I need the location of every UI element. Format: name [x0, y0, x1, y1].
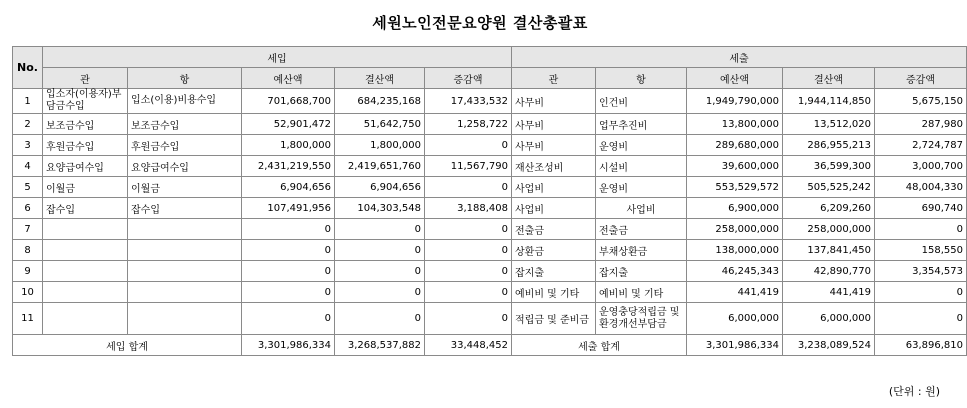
expense-hang: 부채상환금 [596, 240, 687, 261]
expense-hang: 예비비 및 기타 [596, 282, 687, 303]
expense-hang: 업무추진비 [596, 114, 687, 135]
table-row [13, 156, 967, 177]
expense-gwan: 사무비 [512, 89, 596, 114]
expense-settlement: 36,599,300 [783, 156, 875, 177]
income-diff: 11,567,790 [425, 156, 512, 177]
expense-diff: 48,004,330 [875, 177, 967, 198]
expense-gwan: 재산조성비 [512, 156, 596, 177]
expense-total-diff: 63,896,810 [875, 335, 967, 356]
expense-diff: 0 [875, 282, 967, 303]
table-row [13, 303, 967, 335]
expense-diff: 287,980 [875, 114, 967, 135]
income-gwan: 이월금 [43, 177, 128, 198]
income-diff: 3,188,408 [425, 198, 512, 219]
expense-total-budget: 3,301,986,334 [687, 335, 783, 356]
expense-hang: 전출금 [596, 219, 687, 240]
page-title: 세원노인전문요양원 결산총괄표 [372, 14, 588, 32]
expense-diff: 3,354,573 [875, 261, 967, 282]
table-row [13, 240, 967, 261]
row-no: 6 [13, 198, 43, 219]
income-diff: 0 [425, 303, 512, 335]
expense-gwan: 전출금 [512, 219, 596, 240]
income-gwan: 잡수입 [43, 198, 128, 219]
income-gwan [43, 219, 128, 240]
income-hang [128, 261, 242, 282]
income-budget: 0 [242, 303, 335, 335]
income-diff: 17,433,532 [425, 89, 512, 114]
expense-hang: 운영비 [596, 177, 687, 198]
income-hang: 이월금 [128, 177, 242, 198]
totals-row [13, 335, 967, 356]
income-settlement: 6,904,656 [335, 177, 425, 198]
row-no: 3 [13, 135, 43, 156]
row-no: 9 [13, 261, 43, 282]
income-diff: 0 [425, 135, 512, 156]
expense-hang: 운영충당적립금 및 환경개선부담금 [596, 303, 687, 335]
income-budget: 1,800,000 [242, 135, 335, 156]
row-no: 7 [13, 219, 43, 240]
expense-budget: 6,900,000 [687, 198, 783, 219]
income-hang: 요양급여수입 [128, 156, 242, 177]
row-no: 2 [13, 114, 43, 135]
header-expense-gwan: 관 [512, 68, 596, 89]
expense-diff: 2,724,787 [875, 135, 967, 156]
row-no: 4 [13, 156, 43, 177]
income-gwan: 후원금수입 [43, 135, 128, 156]
expense-budget: 289,680,000 [687, 135, 783, 156]
expense-budget: 6,000,000 [687, 303, 783, 335]
table-row [13, 89, 967, 114]
expense-hang: 운영비 [596, 135, 687, 156]
settlement-summary-table [12, 46, 967, 356]
header-income: 세입 [43, 47, 512, 68]
income-settlement: 0 [335, 240, 425, 261]
income-hang: 잡수입 [128, 198, 242, 219]
income-gwan: 보조금수입 [43, 114, 128, 135]
expense-diff: 0 [875, 219, 967, 240]
header-no: No. [13, 47, 43, 89]
income-total-budget: 3,301,986,334 [242, 335, 335, 356]
income-total-settlement: 3,268,537,882 [335, 335, 425, 356]
income-diff: 0 [425, 261, 512, 282]
income-gwan [43, 261, 128, 282]
income-budget: 0 [242, 240, 335, 261]
expense-hang: 잡지출 [596, 261, 687, 282]
income-hang [128, 303, 242, 335]
expense-gwan: 잡지출 [512, 261, 596, 282]
income-gwan: 요양급여수입 [43, 156, 128, 177]
expense-diff: 158,550 [875, 240, 967, 261]
income-gwan [43, 303, 128, 335]
income-budget: 0 [242, 282, 335, 303]
income-settlement: 2,419,651,760 [335, 156, 425, 177]
expense-settlement: 6,209,260 [783, 198, 875, 219]
income-hang [128, 240, 242, 261]
income-hang [128, 219, 242, 240]
expense-budget: 441,419 [687, 282, 783, 303]
income-settlement: 0 [335, 261, 425, 282]
row-no: 8 [13, 240, 43, 261]
expense-budget: 258,000,000 [687, 219, 783, 240]
expense-budget: 1,949,790,000 [687, 89, 783, 114]
header-income-gwan: 관 [43, 68, 128, 89]
expense-hang: 시설비 [596, 156, 687, 177]
expense-settlement: 13,512,020 [783, 114, 875, 135]
expense-budget: 138,000,000 [687, 240, 783, 261]
expense-hang: 인건비 [596, 89, 687, 114]
table-row [13, 282, 967, 303]
expense-gwan: 상환금 [512, 240, 596, 261]
income-diff: 0 [425, 282, 512, 303]
header-income-hang: 항 [128, 68, 242, 89]
expense-settlement: 42,890,770 [783, 261, 875, 282]
row-no: 11 [13, 303, 43, 335]
income-diff: 0 [425, 219, 512, 240]
header-expense-hang: 항 [596, 68, 687, 89]
income-settlement: 0 [335, 219, 425, 240]
income-hang: 후원금수입 [128, 135, 242, 156]
expense-gwan: 사무비 [512, 114, 596, 135]
income-budget: 0 [242, 261, 335, 282]
expense-diff: 0 [875, 303, 967, 335]
expense-settlement: 505,525,242 [783, 177, 875, 198]
expense-gwan: 적립금 및 준비금 [512, 303, 596, 335]
expense-total-settlement: 3,238,089,524 [783, 335, 875, 356]
expense-budget: 553,529,572 [687, 177, 783, 198]
income-settlement: 104,303,548 [335, 198, 425, 219]
income-total-label: 세입 합계 [13, 335, 242, 356]
expense-gwan: 사업비 [512, 177, 596, 198]
expense-settlement: 441,419 [783, 282, 875, 303]
header-expense-settlement: 결산액 [783, 68, 875, 89]
header-expense-diff: 증감액 [875, 68, 967, 89]
income-hang: 보조금수입 [128, 114, 242, 135]
income-budget: 6,904,656 [242, 177, 335, 198]
income-settlement: 51,642,750 [335, 114, 425, 135]
income-total-diff: 33,448,452 [425, 335, 512, 356]
expense-hang: 사업비 [596, 198, 687, 219]
row-no: 10 [13, 282, 43, 303]
expense-gwan: 사업비 [512, 198, 596, 219]
income-settlement: 684,235,168 [335, 89, 425, 114]
row-no: 5 [13, 177, 43, 198]
income-budget: 701,668,700 [242, 89, 335, 114]
header-income-diff: 증감액 [425, 68, 512, 89]
table-row [13, 261, 967, 282]
income-budget: 52,901,472 [242, 114, 335, 135]
income-hang: 입소(이용)비용수입 [128, 89, 242, 114]
income-budget: 2,431,219,550 [242, 156, 335, 177]
expense-gwan: 사무비 [512, 135, 596, 156]
expense-total-label: 세출 합계 [512, 335, 687, 356]
header-expense-budget: 예산액 [687, 68, 783, 89]
income-gwan [43, 240, 128, 261]
table-row [13, 177, 967, 198]
header-income-settlement: 결산액 [335, 68, 425, 89]
expense-diff: 3,000,700 [875, 156, 967, 177]
income-settlement: 0 [335, 303, 425, 335]
expense-budget: 46,245,343 [687, 261, 783, 282]
income-diff: 1,258,722 [425, 114, 512, 135]
expense-settlement: 258,000,000 [783, 219, 875, 240]
expense-gwan: 예비비 및 기타 [512, 282, 596, 303]
header-income-budget: 예산액 [242, 68, 335, 89]
income-diff: 0 [425, 177, 512, 198]
income-budget: 0 [242, 219, 335, 240]
income-budget: 107,491,956 [242, 198, 335, 219]
expense-settlement: 137,841,450 [783, 240, 875, 261]
header-expense: 세출 [512, 47, 967, 68]
income-diff: 0 [425, 240, 512, 261]
table-row [13, 198, 967, 219]
table-row [13, 114, 967, 135]
expense-budget: 13,800,000 [687, 114, 783, 135]
unit-note: (단위 : 원) [888, 385, 940, 398]
expense-diff: 690,740 [875, 198, 967, 219]
expense-settlement: 6,000,000 [783, 303, 875, 335]
expense-settlement: 1,944,114,850 [783, 89, 875, 114]
income-settlement: 0 [335, 282, 425, 303]
income-gwan [43, 282, 128, 303]
row-no: 1 [13, 89, 43, 114]
income-gwan: 입소자(이용자)부담금수입 [43, 89, 128, 114]
expense-settlement: 286,955,213 [783, 135, 875, 156]
expense-diff: 5,675,150 [875, 89, 967, 114]
income-hang [128, 282, 242, 303]
income-settlement: 1,800,000 [335, 135, 425, 156]
table-row [13, 135, 967, 156]
table-row [13, 219, 967, 240]
expense-budget: 39,600,000 [687, 156, 783, 177]
